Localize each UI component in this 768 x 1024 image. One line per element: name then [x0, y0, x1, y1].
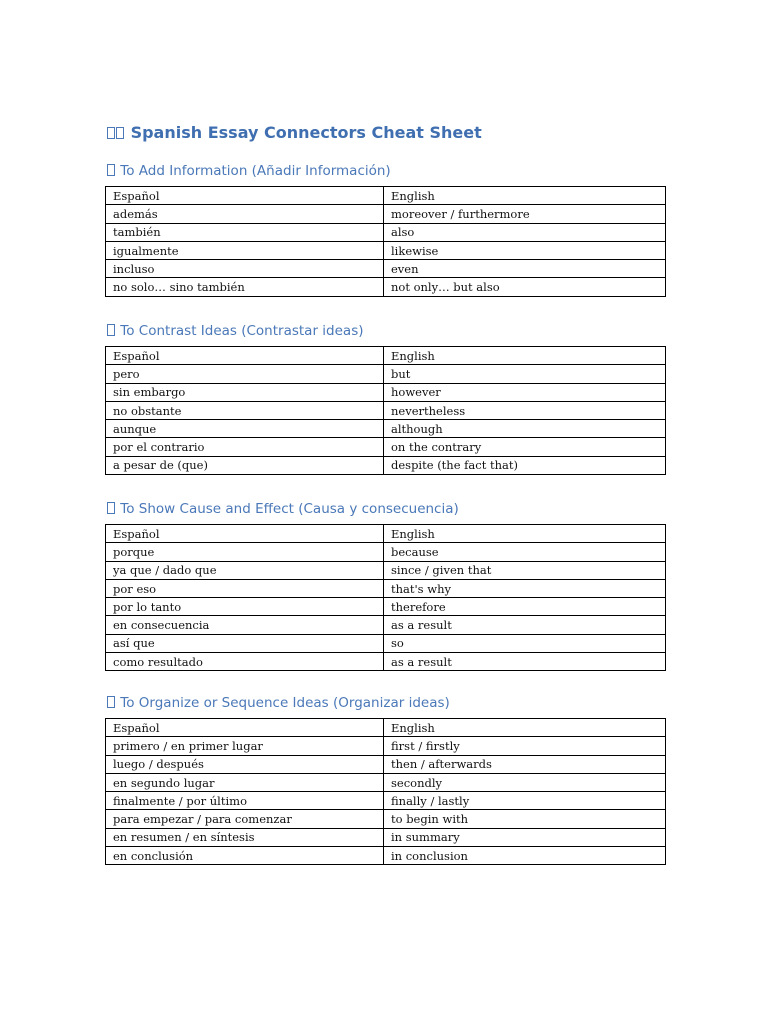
- spanish-cell: finalmente / por último: [106, 792, 384, 810]
- table-row: [106, 653, 666, 671]
- english-cell: moreover / furthermore: [384, 205, 666, 223]
- table-header-row: [106, 347, 666, 365]
- column-header-spanish: Español: [106, 347, 384, 365]
- missing-glyph-icon: [107, 324, 115, 336]
- spanish-cell: por lo tanto: [106, 598, 384, 616]
- table-row: [106, 828, 666, 846]
- spanish-cell: ya que / dado que: [106, 561, 384, 579]
- missing-glyph-icon: [107, 696, 115, 708]
- table-row: [106, 616, 666, 634]
- spanish-cell: por eso: [106, 579, 384, 597]
- spanish-cell: además: [106, 205, 384, 223]
- connector-table-cause-effect: [105, 524, 666, 671]
- english-cell: first / firstly: [384, 737, 666, 755]
- table-row: [106, 543, 666, 561]
- table-row: [106, 634, 666, 652]
- section-heading-text: To Show Cause and Effect (Causa y consecuencia): [120, 501, 459, 517]
- english-cell: on the contrary: [384, 438, 666, 456]
- section-heading-text: To Add Information (Añadir Información): [120, 163, 391, 179]
- english-cell: despite (the fact that): [384, 456, 666, 474]
- english-cell: finally / lastly: [384, 792, 666, 810]
- table-row: [106, 383, 666, 401]
- english-cell: that's why: [384, 579, 666, 597]
- english-cell: therefore: [384, 598, 666, 616]
- table-row: [106, 737, 666, 755]
- table-row: [106, 561, 666, 579]
- column-header-english: English: [384, 719, 666, 737]
- connector-table-contrast-ideas: [105, 346, 666, 475]
- spanish-cell: a pesar de (que): [106, 456, 384, 474]
- table-row: [106, 401, 666, 419]
- english-cell: but: [384, 365, 666, 383]
- column-header-english: English: [384, 347, 666, 365]
- section-heading-cause-effect: [107, 501, 459, 517]
- spanish-cell: como resultado: [106, 653, 384, 671]
- document-title-text: Spanish Essay Connectors Cheat Sheet: [130, 123, 482, 142]
- section-heading-text: To Contrast Ideas (Contrastar ideas): [120, 323, 364, 339]
- table-row: [106, 579, 666, 597]
- spanish-cell: así que: [106, 634, 384, 652]
- connector-table-organize-ideas: [105, 718, 666, 865]
- table-row: [106, 438, 666, 456]
- english-cell: so: [384, 634, 666, 652]
- section-heading-organize-ideas: [107, 695, 450, 711]
- english-cell: as a result: [384, 616, 666, 634]
- spanish-cell: en segundo lugar: [106, 773, 384, 791]
- spanish-cell: aunque: [106, 420, 384, 438]
- english-cell: then / afterwards: [384, 755, 666, 773]
- english-cell: also: [384, 223, 666, 241]
- spanish-cell: luego / después: [106, 755, 384, 773]
- table-row: [106, 260, 666, 278]
- english-cell: however: [384, 383, 666, 401]
- english-cell: not only… but also: [384, 278, 666, 296]
- table-row: [106, 598, 666, 616]
- table-row: [106, 278, 666, 296]
- table-row: [106, 365, 666, 383]
- english-cell: because: [384, 543, 666, 561]
- connector-table-add-information: [105, 186, 666, 297]
- english-cell: although: [384, 420, 666, 438]
- table-row: [106, 456, 666, 474]
- section-heading-add-information: [107, 163, 391, 179]
- spanish-cell: sin embargo: [106, 383, 384, 401]
- english-cell: likewise: [384, 241, 666, 259]
- english-cell: in conclusion: [384, 847, 666, 865]
- missing-glyph-icon: [116, 127, 124, 139]
- missing-glyph-icon: [107, 164, 115, 176]
- spanish-cell: para empezar / para comenzar: [106, 810, 384, 828]
- spanish-cell: primero / en primer lugar: [106, 737, 384, 755]
- spanish-cell: no obstante: [106, 401, 384, 419]
- section-heading-text: To Organize or Sequence Ideas (Organizar ideas): [120, 695, 450, 711]
- spanish-cell: en resumen / en síntesis: [106, 828, 384, 846]
- english-cell: even: [384, 260, 666, 278]
- spanish-cell: igualmente: [106, 241, 384, 259]
- table-header-row: [106, 525, 666, 543]
- english-cell: to begin with: [384, 810, 666, 828]
- spanish-cell: incluso: [106, 260, 384, 278]
- spanish-cell: porque: [106, 543, 384, 561]
- table-row: [106, 755, 666, 773]
- english-cell: nevertheless: [384, 401, 666, 419]
- column-header-english: English: [384, 187, 666, 205]
- table-row: [106, 420, 666, 438]
- spanish-cell: en consecuencia: [106, 616, 384, 634]
- column-header-spanish: Español: [106, 719, 384, 737]
- column-header-english: English: [384, 525, 666, 543]
- spanish-cell: por el contrario: [106, 438, 384, 456]
- spanish-cell: también: [106, 223, 384, 241]
- table-row: [106, 810, 666, 828]
- missing-glyph-icon: [107, 127, 115, 139]
- section-heading-contrast-ideas: [107, 323, 364, 339]
- missing-glyph-icon: [107, 502, 115, 514]
- document-title: [107, 123, 482, 142]
- column-header-spanish: Español: [106, 187, 384, 205]
- column-header-spanish: Español: [106, 525, 384, 543]
- english-cell: as a result: [384, 653, 666, 671]
- table-row: [106, 205, 666, 223]
- spanish-cell: pero: [106, 365, 384, 383]
- spanish-cell: no solo… sino también: [106, 278, 384, 296]
- english-cell: in summary: [384, 828, 666, 846]
- spanish-cell: en conclusión: [106, 847, 384, 865]
- table-row: [106, 223, 666, 241]
- table-header-row: [106, 719, 666, 737]
- table-header-row: [106, 187, 666, 205]
- table-row: [106, 792, 666, 810]
- english-cell: since / given that: [384, 561, 666, 579]
- table-row: [106, 241, 666, 259]
- table-row: [106, 773, 666, 791]
- table-row: [106, 847, 666, 865]
- english-cell: secondly: [384, 773, 666, 791]
